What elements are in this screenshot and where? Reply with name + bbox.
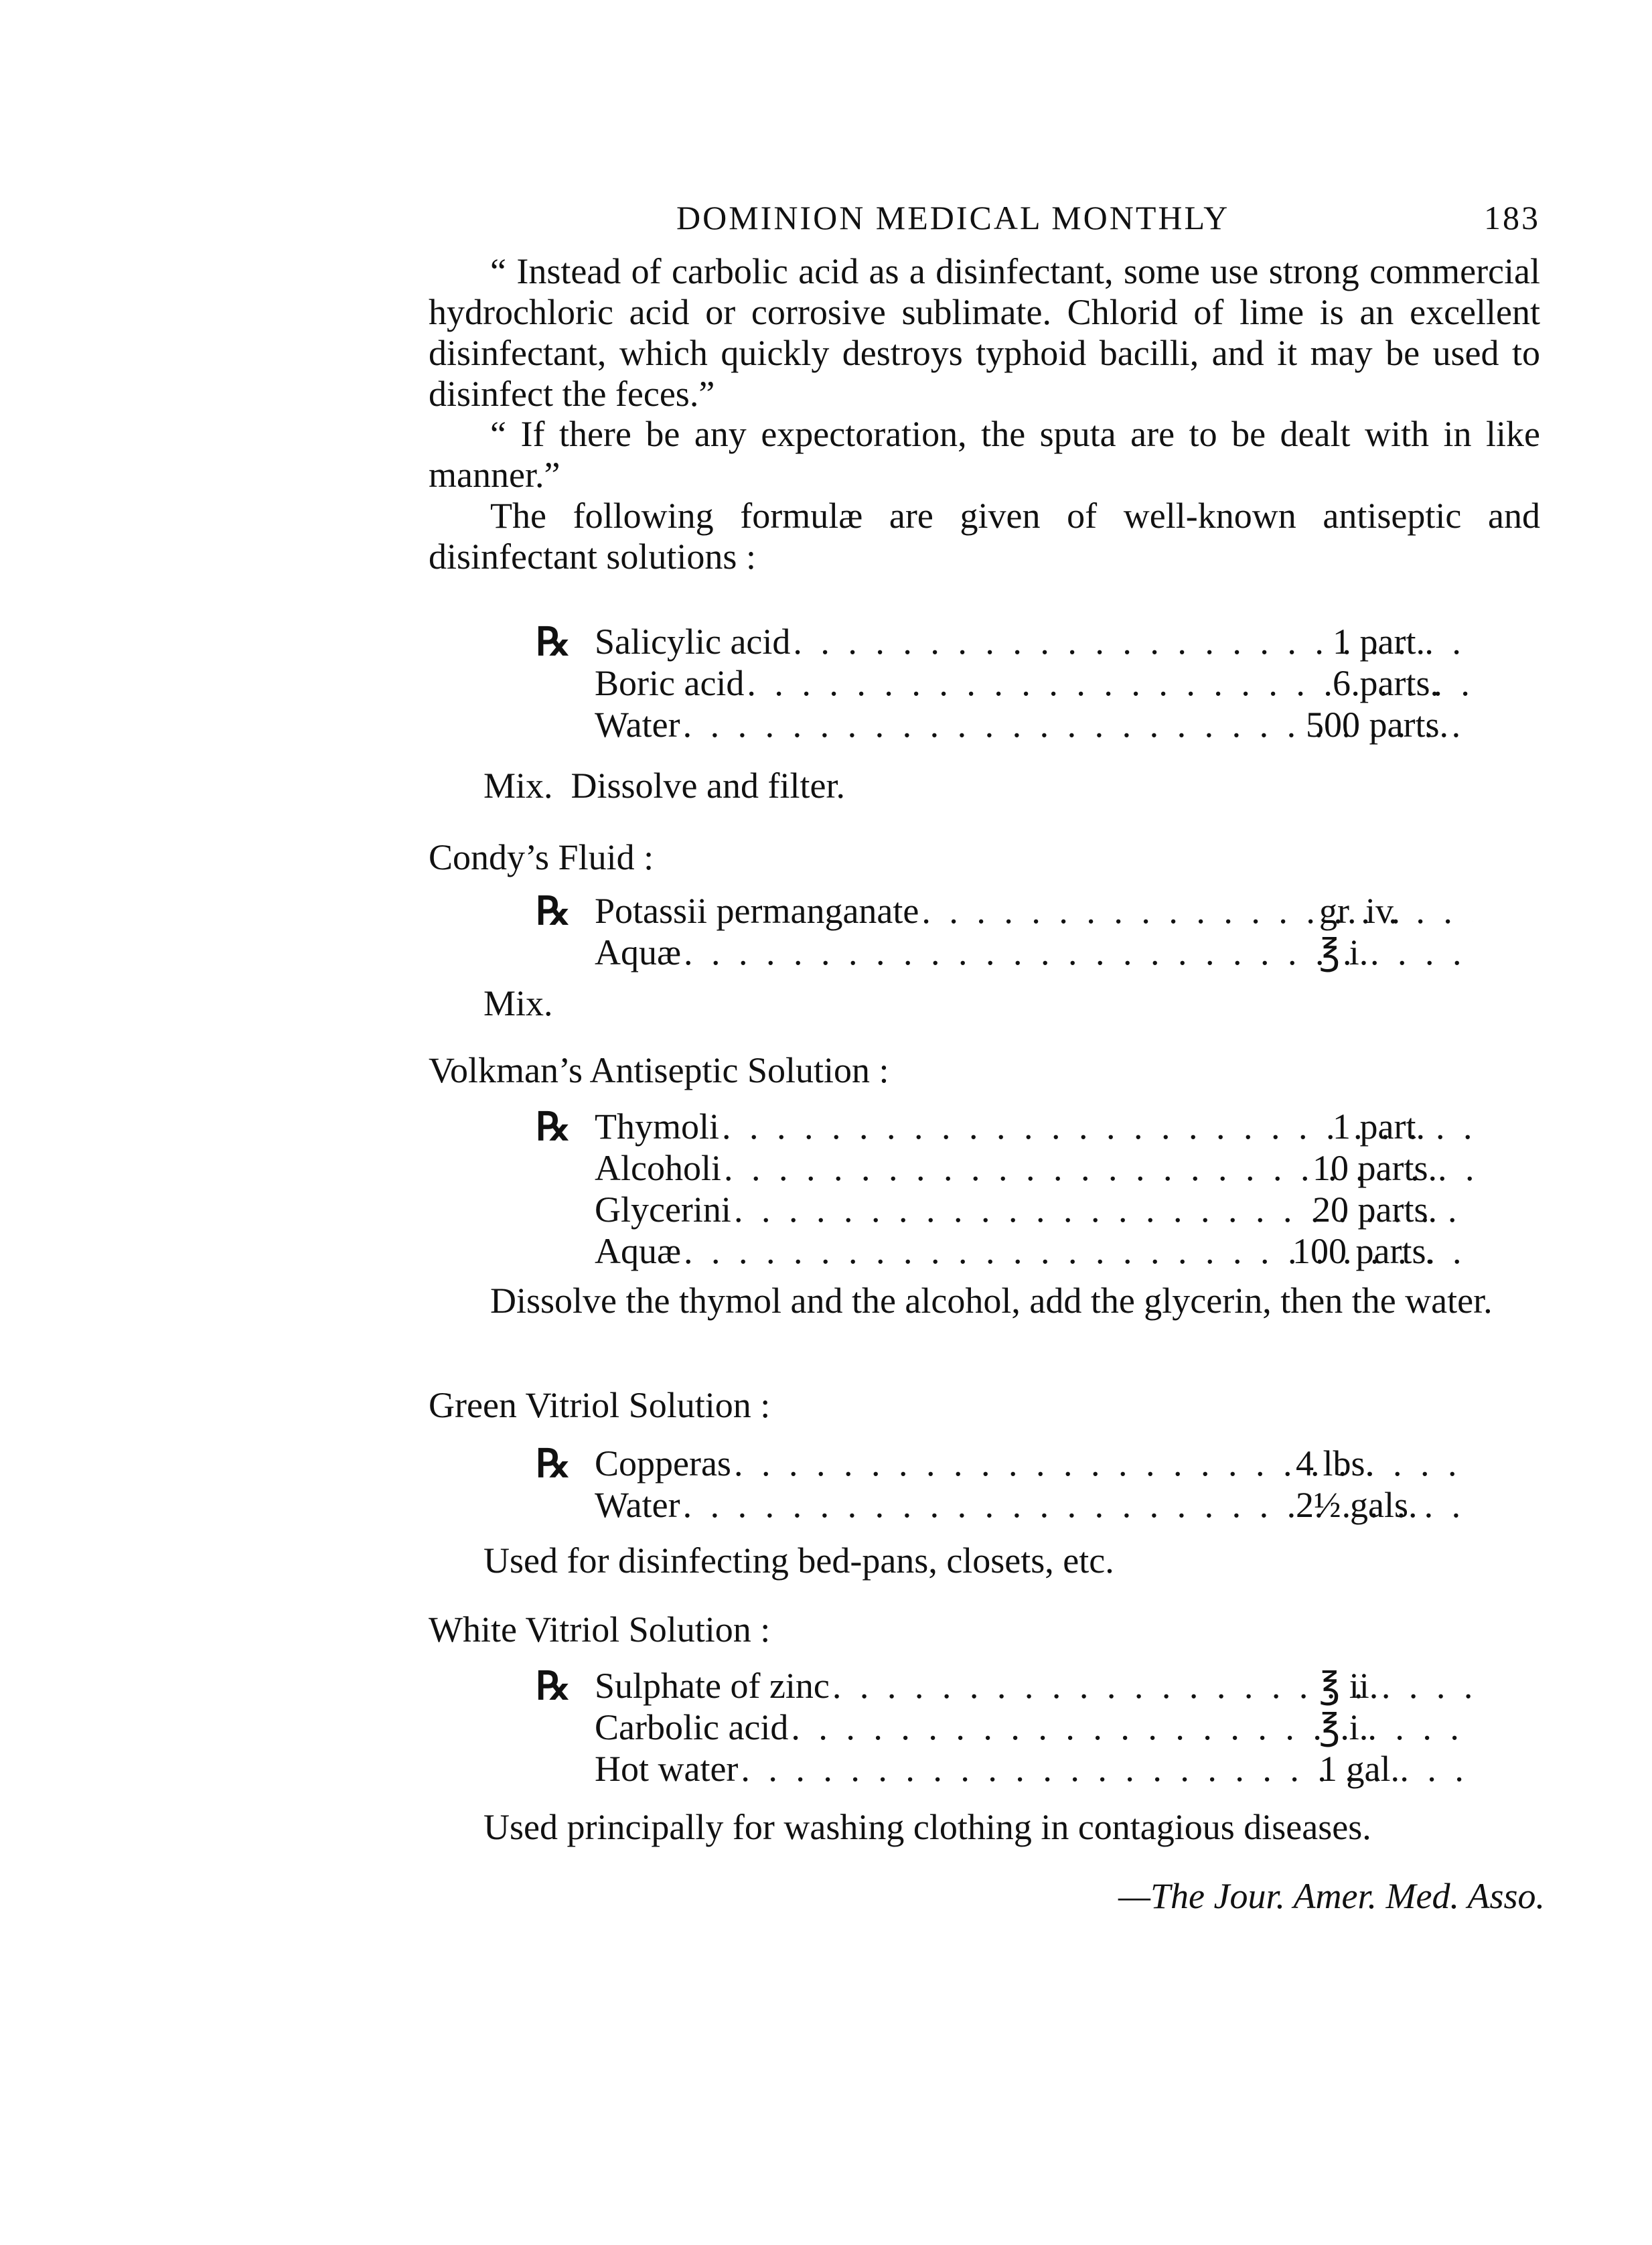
ingredient-amount: ℥ ii. [1319,1666,1379,1706]
formula-instruction: Used principally for washing clothing in contagious diseases. [483,1807,1371,1847]
intro-paragraph-2: “ If there be any expectoration, the sputa are to be dealt with in like manner.” [429,414,1540,495]
formula-title: Green Vitriol Solution : [429,1385,771,1425]
intro-paragraph-3: The following formulæ are given of well-known antiseptic and disinfectant solutions : [429,496,1540,577]
ingredient-amount: 1 part. [1333,622,1425,662]
page-number: 183 [1484,199,1540,236]
ingredient-amount: 1 gal. [1319,1749,1400,1789]
formula-instruction: Dissolve the thymol and the alcohol, add the glycerin, then the water. [490,1281,1493,1321]
ingredient-name: Alcoholi [595,1148,721,1188]
ingredient-name: Potassii permanganate [595,891,919,931]
dot-leader [791,1707,1473,1748]
source-citation: —The Jour. Amer. Med. Asso. [1118,1876,1545,1916]
journal-title: DOMINION MEDICAL MONTHLY [676,199,1230,236]
formula-title: White Vitriol Solution : [429,1609,771,1650]
rx-symbol: ℞ [536,1105,571,1149]
rx-symbol: ℞ [536,1664,571,1708]
ingredient-amount: 20 parts. [1312,1189,1437,1230]
ingredient-name: Hot water [595,1749,739,1789]
ingredient-amount: 500 parts. [1306,705,1448,745]
ingredient-name: Water [595,705,680,745]
formula-title: Condy’s Fluid : [429,837,654,877]
ingredient-name: Copperas [595,1443,731,1483]
ingredient-name: Aquæ [595,1231,682,1271]
formula-instruction: Mix. Dissolve and filter. [483,766,845,806]
ingredient-amount: ℥ i. [1319,932,1369,972]
ingredient-amount: 2½ gals. [1296,1485,1418,1525]
rx-symbol: ℞ [536,889,571,933]
running-header [429,198,1540,245]
ingredient-name: Water [595,1485,680,1525]
ingredient-name: Glycerini [595,1189,731,1230]
ingredient-name: Aquæ [595,932,682,972]
ingredient-amount: 1 part. [1333,1106,1425,1147]
ingredient-name: Thymoli [595,1106,719,1147]
ingredient-amount: gr. iv. [1319,891,1400,931]
ingredient-name: Boric acid [595,663,745,703]
formula-instruction: Used for disinfecting bed-pans, closets, etc. [483,1540,1114,1581]
rx-symbol: ℞ [536,620,571,664]
ingredient-name: Carbolic acid [595,1707,789,1747]
ingredient-amount: 4 lbs. [1296,1443,1375,1483]
ingredient-amount: 10 parts. [1312,1148,1437,1188]
intro-paragraph-1: “ Instead of carbolic acid as a disinfectant, some use strong commercial hydrochloric acid or corrosive sublimate. Chlorid of lime is an excellent disinfectant, which quickly destroys typhoid bacilli, and it may be used to disinfect the feces.” [429,251,1540,414]
formula-instruction: Mix. [483,983,553,1023]
ingredient-amount: 100 parts. [1292,1231,1435,1271]
ingredient-name: Sulphate of zinc [595,1666,830,1706]
rx-symbol: ℞ [536,1442,571,1486]
ingredient-name: Salicylic acid [595,622,791,662]
formula-title: Volkman’s Antiseptic Solution : [429,1050,889,1090]
ingredient-amount: 6 parts. [1333,663,1439,703]
ingredient-amount: ℥ i. [1319,1707,1369,1747]
